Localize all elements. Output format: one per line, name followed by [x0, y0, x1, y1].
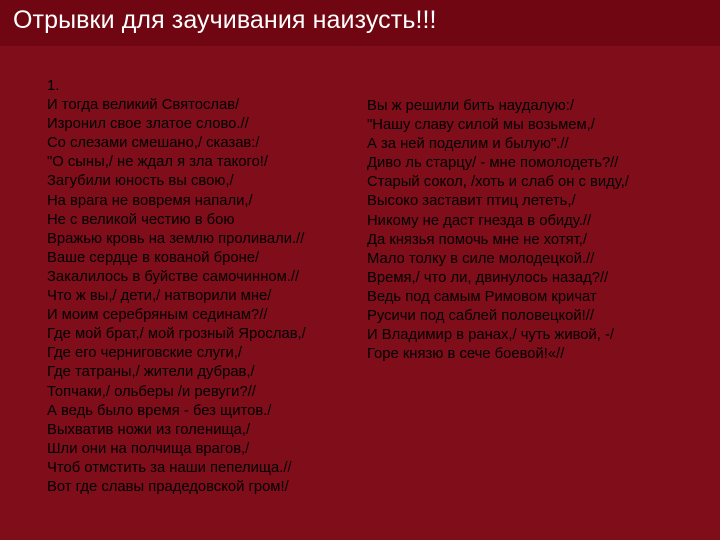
poem-line: Русичи под саблей половецкой!//	[367, 308, 595, 325]
poem-line: На врага не вовремя напали,/	[47, 192, 253, 209]
poem-line: 1.	[47, 78, 60, 94]
poem-line: "О сыны,/ не ждал я зла такого!/	[47, 154, 269, 171]
poem-left-column	[47, 77, 306, 497]
poem-line: Вы ж решили бить наудалую:/	[367, 98, 574, 114]
poem-line: "Нашу славу силой мы возьмем,/	[367, 117, 595, 134]
poem-line: А за ней поделим и былую".//	[367, 136, 569, 153]
poem-line: И Владимир в ранах,/ чуть живой, -/	[367, 327, 615, 344]
poem-line: И моим серебряным сединам?//	[47, 307, 268, 324]
poem-line: Не с великой честию в бою	[47, 211, 235, 228]
poem-line: Горе князю в сече боевой!«//	[367, 346, 565, 363]
poem-line: Где татраны,/ жители дубрав,/	[47, 364, 255, 381]
poem-line: Ведь под самым Римовом кричат	[367, 288, 597, 305]
poem-line: Ваше сердце в кованой броне/	[47, 249, 260, 266]
poem-line: Вражью кровь на землю проливали.//	[47, 230, 305, 247]
poem-line: Что ж вы,/ дети,/ натворили мне/	[47, 288, 272, 305]
poem-line: Загубили юность вы свою,/	[47, 173, 234, 190]
poem-line: Закалилось в буйстве самочинном.//	[47, 268, 300, 285]
poem-line: Высоко заставит птиц лететь,/	[367, 193, 576, 210]
poem-line: Где мой брат,/ мой грозный Ярослав,/	[47, 326, 306, 343]
poem-line: Где его черниговские слуги,/	[47, 345, 243, 362]
poem-right-column	[367, 97, 629, 364]
poem-line: Никому не даст гнезда в обиду.//	[367, 212, 592, 229]
poem-line: Чтоб отмстить за наши пепелища.//	[47, 459, 292, 476]
poem-line: Диво ль старцу/ - мне помолодеть?//	[367, 155, 619, 172]
poem-line: Топчаки,/ ольберы /и ревуги?//	[47, 383, 256, 400]
title-bar	[0, 0, 720, 46]
slide-title: Отрывки для заучивания наизусть!!!	[13, 6, 437, 34]
poem-line: Время,/ что ли, двинулось назад?//	[367, 269, 609, 286]
poem-line: Выхватив ножи из голенища,/	[47, 421, 251, 438]
poem-line: Вот где славы прадедовской гром!/	[47, 478, 289, 495]
poem-line: Да князья помочь мне не хотят,/	[367, 231, 587, 248]
poem-line: Мало толку в силе молодецкой.//	[367, 250, 595, 267]
poem-line: Шли они на полчища врагов,/	[47, 440, 250, 457]
poem-line: А ведь было время - без щитов./	[47, 402, 272, 419]
poem-line: Старый сокол, /хоть и слаб он с виду,/	[367, 174, 629, 191]
poem-line: И тогда великий Святослав/	[47, 97, 240, 114]
poem-line: Со слезами смешано,/ сказав:/	[47, 135, 260, 152]
poem-line: Изронил свое златое слово.//	[47, 116, 249, 133]
